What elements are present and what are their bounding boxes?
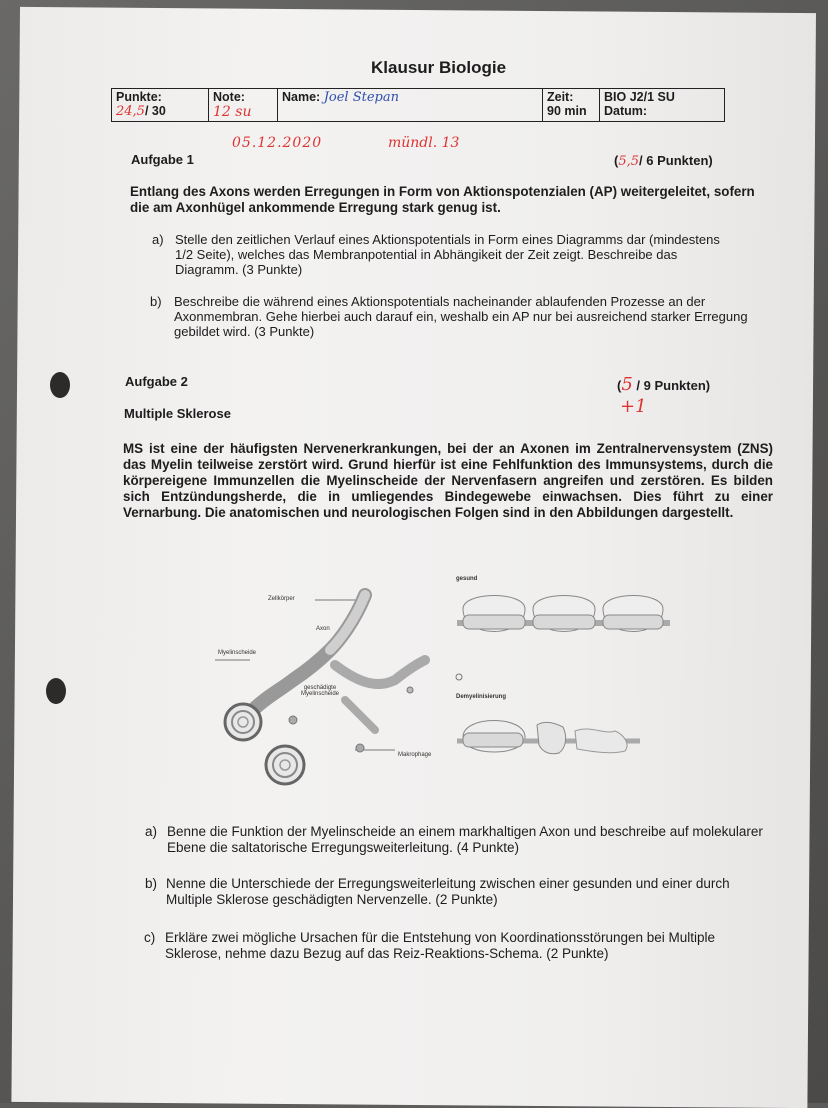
task2-subheading: Multiple Sklerose: [124, 406, 231, 421]
task2-c-letter: c): [144, 930, 156, 945]
label-myelinscheide: Myelinscheide: [218, 650, 257, 656]
myelin-roll-left: [225, 704, 261, 740]
name-label: Name:: [282, 90, 321, 104]
task2-c-text: Erkläre zwei mögliche Ursachen für die Entstehung von Koordinationsstörungen bei Multiple Sklerose, nehme dazu Bezug auf das Reiz-Reaktions-Schema. (2 Punkte): [165, 930, 716, 961]
label-makrophage: Makrophage: [398, 752, 432, 758]
page-title: Klausur Biologie: [371, 58, 507, 77]
kurs-value: BIO J2/1 SU: [604, 90, 675, 104]
task1-score-handwritten: 5,5: [618, 154, 640, 169]
note-cell: [209, 89, 278, 122]
note-handwritten: 12 su: [213, 104, 252, 120]
date-handwritten: 05.12.2020: [232, 135, 323, 151]
task2-intro: MS ist eine der häufigsten Nervenerkrankungen, bei der an Axonen im Zentralnervensystem (ZNS) das Myelin teilweise zerstört wird. Grund hierfür ist eine Fehlfunktion des Immunsystems, durch die körpereigene Immunzellen die Myelinscheide der Nervenfasern angreifen und zerstören. Es bilden sich Entzündungsherde, die in umliegendes Bindegewebe einwachsen. Dies führt zu einer Vernarbung. Die anatomischen und neurologischen Folgen sind in den Abbildungen dargestellt.: [123, 441, 773, 520]
task2-a-letter: a): [145, 824, 158, 839]
task1-intro: Entlang des Axons werden Erregungen in Form von Aktionspotenzialen (AP) weitergeleitet, sofern die am Axonhügel ankommende Erregung stark genug ist.: [130, 184, 755, 215]
task1-b-letter: b): [150, 294, 162, 309]
task2-heading: Aufgabe 2: [125, 374, 188, 389]
label-demyelinisierung: Demyelinisierung: [456, 694, 507, 700]
header-table: [111, 88, 725, 122]
zeit-value: 90 min: [547, 104, 587, 118]
datum-label: Datum:: [604, 104, 648, 118]
task1-heading: Aufgabe 1: [131, 152, 194, 167]
label-zellkoerper: Zellkörper: [268, 596, 295, 602]
punch-hole-top: [50, 372, 70, 398]
task2-b-letter: b): [145, 876, 158, 891]
name-cell: [278, 89, 543, 122]
task1-score: (5,5/ 6 Punkten): [614, 153, 713, 169]
punkte-cell: [112, 89, 209, 122]
punkte-handwritten: 24,5: [116, 104, 145, 119]
task1-b-text: Beschreibe die während eines Aktionspotentials nacheinander ablaufenden Prozesse an der Axonmembran. Gehe hierbei auch darauf ein, weshalb ein AP nur bei ausreichend starker Erregung gebildet wird. (3 Punkte): [174, 294, 748, 339]
task2-bonus-handwritten: +1: [620, 396, 647, 417]
damaged-segment: [537, 722, 566, 753]
task1-score-max: / 6 Punkten): [639, 153, 713, 168]
task2-score-max: / 9 Punkten): [636, 378, 711, 393]
task2-a-text: Benne die Funktion der Myelinscheide an einem markhaltigen Axon und beschreibe auf molekularer Ebene die saltatorische Erregungsweiterleitung. (4 Punkte): [167, 824, 763, 855]
punkte-label: Punkte:: [116, 90, 162, 104]
task1-a-letter: a): [152, 232, 164, 247]
task2-score: (5 / 9 Punkten): [617, 374, 711, 395]
kurs-cell: [600, 89, 725, 122]
fragmented-segment: [575, 729, 627, 753]
task2-score-handwritten: 5: [621, 374, 633, 395]
punkte-max: / 30: [144, 104, 166, 118]
myelin-roll-bottom: [266, 746, 304, 784]
damaged-axon-shape: [335, 660, 425, 684]
label-gesund: gesund: [456, 576, 478, 582]
muendl-handwritten: mündl. 13: [388, 135, 460, 151]
task2-b-text: Nenne die Unterschiede der Erregungsweiterleitung zwischen einer gesunden und einer durch Multiple Sklerose geschädigten Nervenzelle. (2 Punkte): [166, 876, 730, 907]
name-handwritten: Joel Stepan: [323, 90, 399, 105]
task1-a-text: Stelle den zeitlichen Verlauf eines Aktionspotentials in Form eines Diagramms dar (mindestens 1/2 Seite), welches das Membranpotential in Abhängikeit der Zeit zeigt. Beschreibe das Diagramm. (3 Punkte): [175, 232, 720, 277]
label-axon: Axon: [316, 626, 330, 632]
zeit-cell: [543, 89, 600, 122]
marker-demyel: [456, 674, 462, 680]
note-label: Note:: [213, 90, 245, 104]
punch-hole-bottom: [46, 678, 66, 704]
label-geschaedigte: geschädigte Myelinscheide: [300, 685, 340, 697]
zeit-label: Zeit:: [547, 90, 574, 104]
myelin-figure: [455, 585, 685, 785]
